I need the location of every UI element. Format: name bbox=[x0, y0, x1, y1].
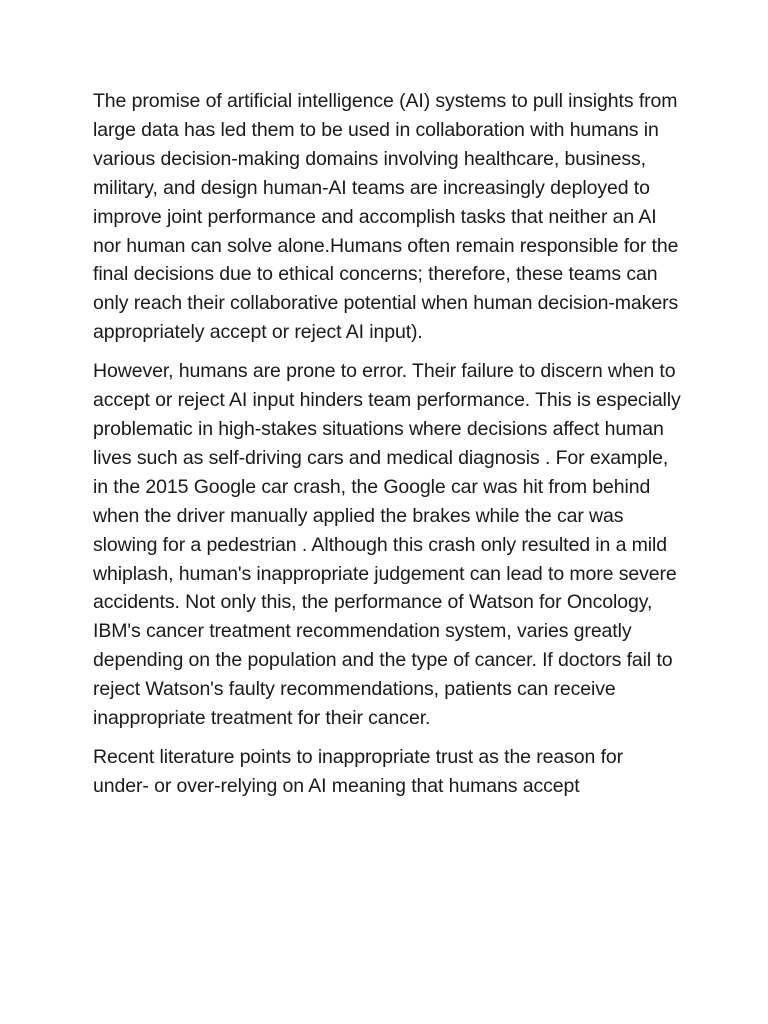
paragraph-2: However, humans are prone to error. Their failure to discern when to accept or reject AI input hinders team performance. This is especially problematic in high-stakes situations where decisions affect human lives such as self-driving cars and medical diagnosis . For example, in the 2015 Google car crash, the Google car was hit from behind when the driver manually applied the brakes while the car was slowing for a pedestrian . Although this crash only resulted in a mild whiplash, human's inappropriate judgement can lead to more severe accidents. Not only this, the performance of Watson for Oncology, IBM's cancer treatment recommendation system, varies greatly depending on the population and the type of cancer. If doctors fail to reject Watson's faulty recommendations, patients can receive inappropriate treatment for their cancer. bbox=[93, 360, 681, 730]
paragraph-3: Recent literature points to inappropriate trust as the reason for under- or over-relying on AI meaning that humans accept bbox=[93, 745, 624, 797]
paragraph-1: The promise of artificial intelligence (AI) systems to pull insights from large data has led them to be used in collaboration with humans in various decision-making domains involving healthcare, business, military, and design human-AI teams are increasingly deployed to improve joint performance and accomplish tasks that neither an AI nor human can solve alone.Humans often remain responsible for the final decisions due to ethical concerns; therefore, these teams can only reach their collaborative potential when human decision-makers appropriately accept or reject AI input). bbox=[93, 90, 679, 344]
document-body bbox=[93, 87, 683, 811]
